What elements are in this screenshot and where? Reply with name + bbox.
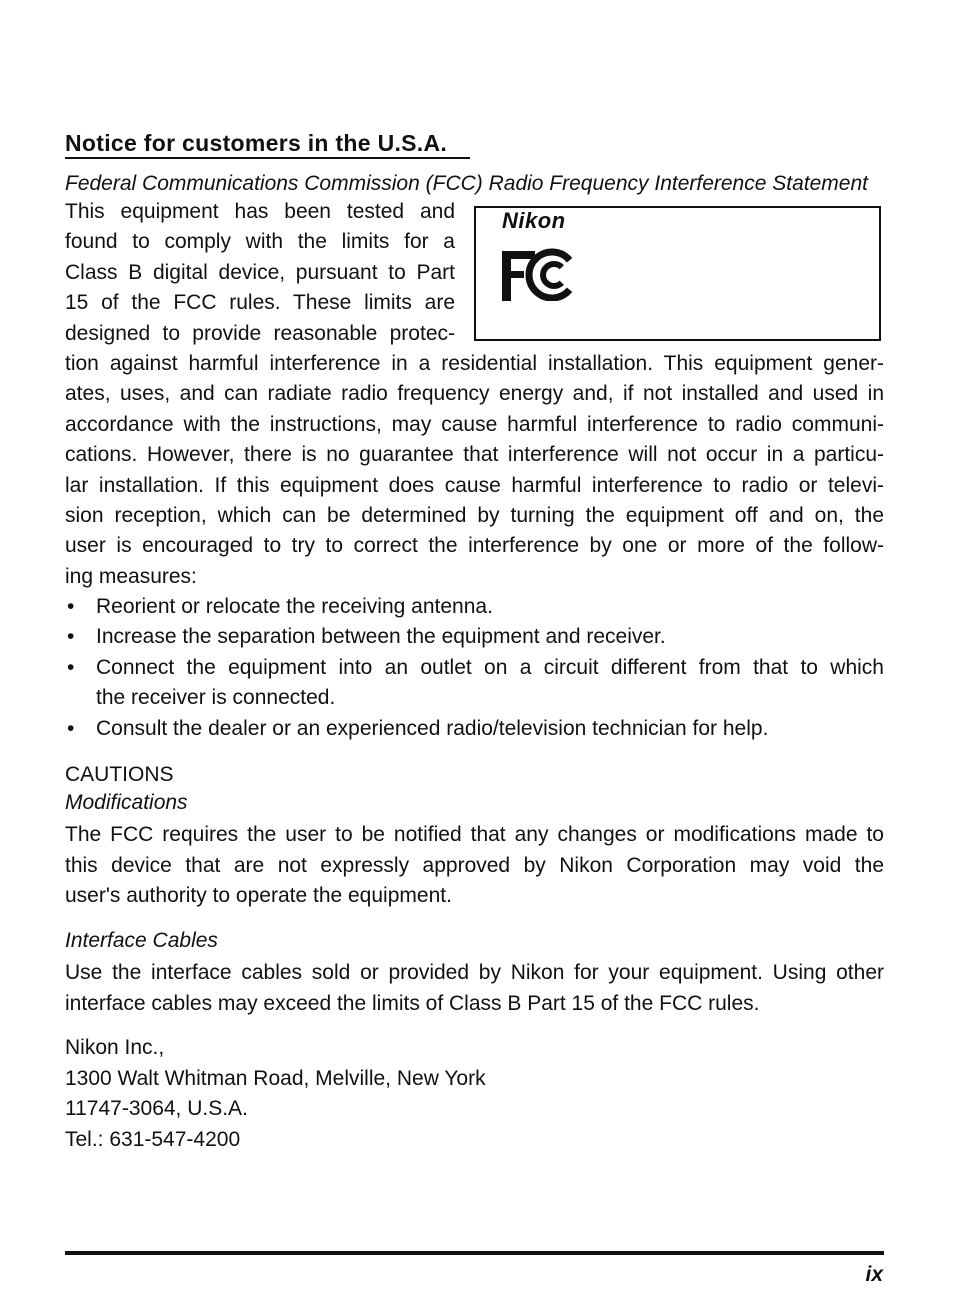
paragraph-line: ing measures: bbox=[65, 564, 197, 588]
paragraph-line: sion reception, which can be determined by turning the equipment off and on, the bbox=[65, 503, 884, 527]
list-item-text bbox=[96, 714, 884, 744]
bullet-marker: • bbox=[67, 625, 75, 649]
cautions-title: CAUTIONS bbox=[65, 763, 174, 786]
paragraph-line: designed to provide reasonable protec- bbox=[65, 321, 455, 345]
paragraph-line: This equipment has been tested and bbox=[65, 200, 455, 223]
list-item-line: Consult the dealer or an experienced radio/television technician for help. bbox=[96, 716, 769, 740]
address-line: 11747-3064, U.S.A. bbox=[65, 1097, 248, 1121]
paragraph-line: user's authority to operate the equipment. bbox=[65, 884, 452, 907]
paragraph-line: accordance with the instructions, may cause harmful interference to radio communi- bbox=[65, 412, 884, 436]
address-line: Tel.: 631-547-4200 bbox=[65, 1128, 241, 1152]
modifications-heading: Modifications bbox=[65, 791, 188, 814]
paragraph-line: Use the interface cables sold or provided by Nikon for your equipment. Using other bbox=[65, 960, 884, 984]
paragraph-line: cations. However, there is no guarantee that interference will not occur in a particu- bbox=[65, 443, 884, 467]
paragraph-line: ates, uses, and can radiate radio frequency energy and, if not installed and used in bbox=[65, 382, 884, 406]
paragraph-line: The FCC requires the user to be notified that any changes or modifications made to bbox=[65, 823, 884, 846]
modifications-paragraph bbox=[65, 820, 884, 912]
address-line: 1300 Walt Whitman Road, Melville, New York bbox=[65, 1066, 486, 1090]
fcc-statement-title: Federal Communications Commission (FCC) Radio Frequency Interference Statement bbox=[65, 172, 868, 195]
list-item-line: Connect the equipment into an outlet on a circuit different from that to which bbox=[96, 655, 884, 679]
list-item-line: Increase the separation between the equipment and receiver. bbox=[96, 625, 666, 649]
paragraph-line: lar installation. If this equipment does cause harmful interference to radio or televi- bbox=[65, 473, 884, 497]
address-line: Nikon Inc., bbox=[65, 1036, 165, 1059]
list-item bbox=[65, 653, 884, 714]
fcc-statement-paragraph bbox=[65, 197, 884, 592]
list-item-text bbox=[96, 592, 884, 622]
nikon-logo: Nikon bbox=[502, 208, 566, 233]
bullet-marker: • bbox=[67, 716, 75, 740]
list-item-line: the receiver is connected. bbox=[96, 686, 336, 710]
list-item-line: Reorient or relocate the receiving antenna. bbox=[96, 595, 493, 618]
company-address bbox=[65, 1033, 884, 1156]
interface-cables-heading: Interface Cables bbox=[65, 929, 218, 952]
footer-rule bbox=[65, 1251, 884, 1255]
paragraph-line: found to comply with the limits for a bbox=[65, 230, 455, 254]
paragraph-line: interface cables may exceed the limits of Class B Part 15 of the FCC rules. bbox=[65, 991, 760, 1015]
section-heading: Notice for customers in the U.S.A. bbox=[65, 129, 470, 159]
list-item-text bbox=[96, 622, 884, 652]
page-number: ix bbox=[865, 1263, 883, 1286]
list-item bbox=[65, 592, 884, 622]
paragraph-line: this device that are not expressly approved by Nikon Corporation may void the bbox=[65, 853, 884, 877]
measures-list bbox=[65, 592, 884, 744]
interface-cables-paragraph bbox=[65, 957, 884, 1019]
paragraph-line: user is encouraged to try to correct the interference by one or more of the follow- bbox=[65, 534, 884, 558]
paragraph-line: Class B digital device, pursuant to Part bbox=[65, 260, 455, 284]
list-item-text bbox=[96, 653, 884, 714]
paragraph-line: tion against harmful interference in a residential installation. This equipment gener- bbox=[65, 351, 884, 375]
bullet-marker: • bbox=[67, 595, 75, 618]
list-item bbox=[65, 622, 884, 652]
list-item bbox=[65, 714, 884, 744]
bullet-marker: • bbox=[67, 655, 75, 679]
paragraph-line: 15 of the FCC rules. These limits are bbox=[65, 291, 455, 315]
